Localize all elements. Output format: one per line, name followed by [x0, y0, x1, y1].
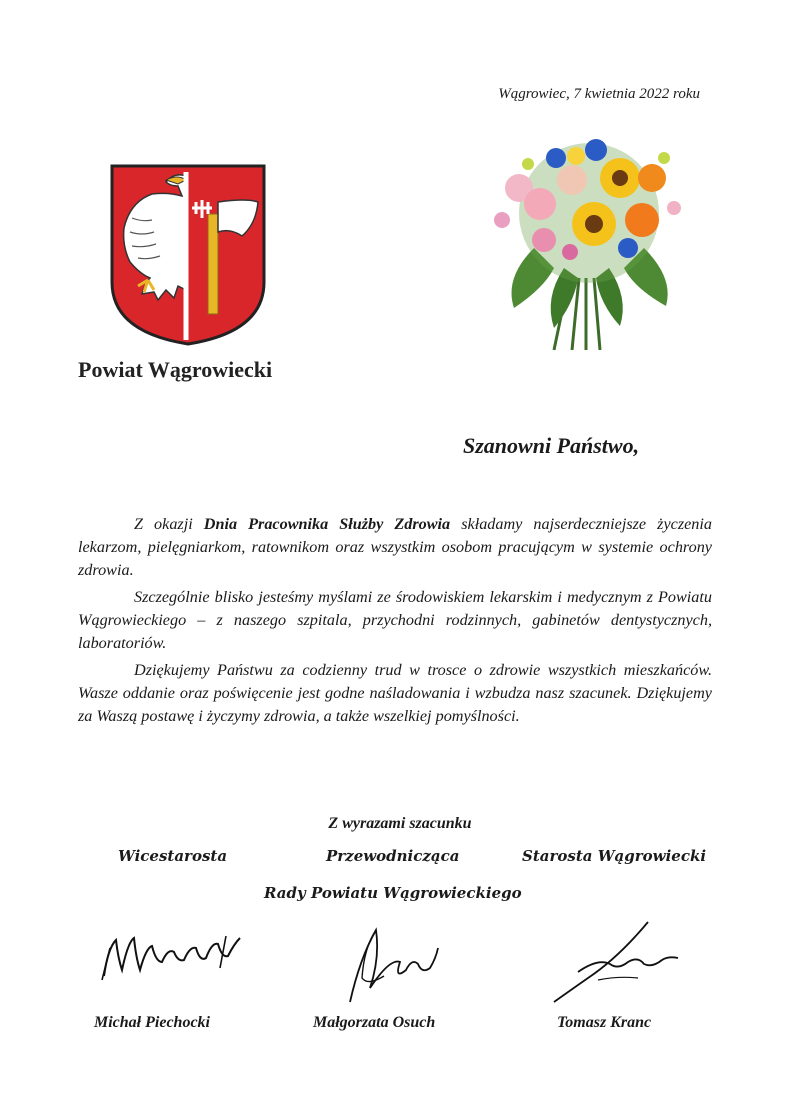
signatory-name-center: Małgorzata Osuch: [313, 1014, 436, 1031]
signatory-name-right: Tomasz Kranc: [557, 1014, 652, 1031]
signature-left-icon: [96, 918, 256, 988]
signatory-name-left: Michał Piechocki: [94, 1014, 210, 1031]
letter-body: [78, 513, 712, 732]
signatory-title-center: Przewodnicząca: [326, 847, 460, 865]
salutation: Szanowni Państwo,: [463, 433, 640, 458]
paragraph-2: Szczególnie blisko jesteśmy myślami ze środowiskiem lekarskim i medycznym z Powiatu Wągrowieckiego – z naszego szpitala, przychodni rodzinnych, gabinetów dentystycznych, laboratoriów.: [78, 588, 712, 652]
signatory-title-right: Starosta Wągrowiecki: [522, 847, 707, 865]
paragraph-1-rest: składamy najserdeczniejsze życzenia lekarzom, pielęgniarkom, ratownikom oraz wszystkim osobom pracującym w systemie ochrony zdrowia.: [78, 515, 712, 579]
signature-center-icon: [340, 918, 450, 1008]
signatory-title-center-line2: Rady Powiatu Wągrowieckiego: [264, 884, 522, 902]
paragraph-1-intro: Z okazji: [134, 515, 204, 533]
signatory-title-left: Wicestarosta: [118, 847, 228, 865]
letter-date: Wągrowiec, 7 kwietnia 2022 roku: [498, 86, 700, 102]
paragraph-1: [78, 513, 712, 582]
closing-line: Z wyrazami szacunku: [328, 815, 472, 832]
signature-right-icon: [548, 918, 688, 1008]
paragraph-1-occasion: Dnia Pracownika Służby Zdrowia: [203, 515, 451, 533]
flower-bouquet-icon: [474, 128, 704, 353]
county-name: Powiat Wągrowiecki: [78, 357, 273, 382]
paragraph-3: Dziękujemy Państwu za codzienny trud w trosce o zdrowie wszystkich mieszkańców. Wasze oddanie oraz poświęcenie jest godne naśladowania i wzbudza nasz szacunek. Dziękujemy za Waszą postawę i życzymy zdrowia, a także wszelkiej pomyślności.: [78, 661, 712, 725]
coat-of-arms-icon: [108, 162, 268, 348]
